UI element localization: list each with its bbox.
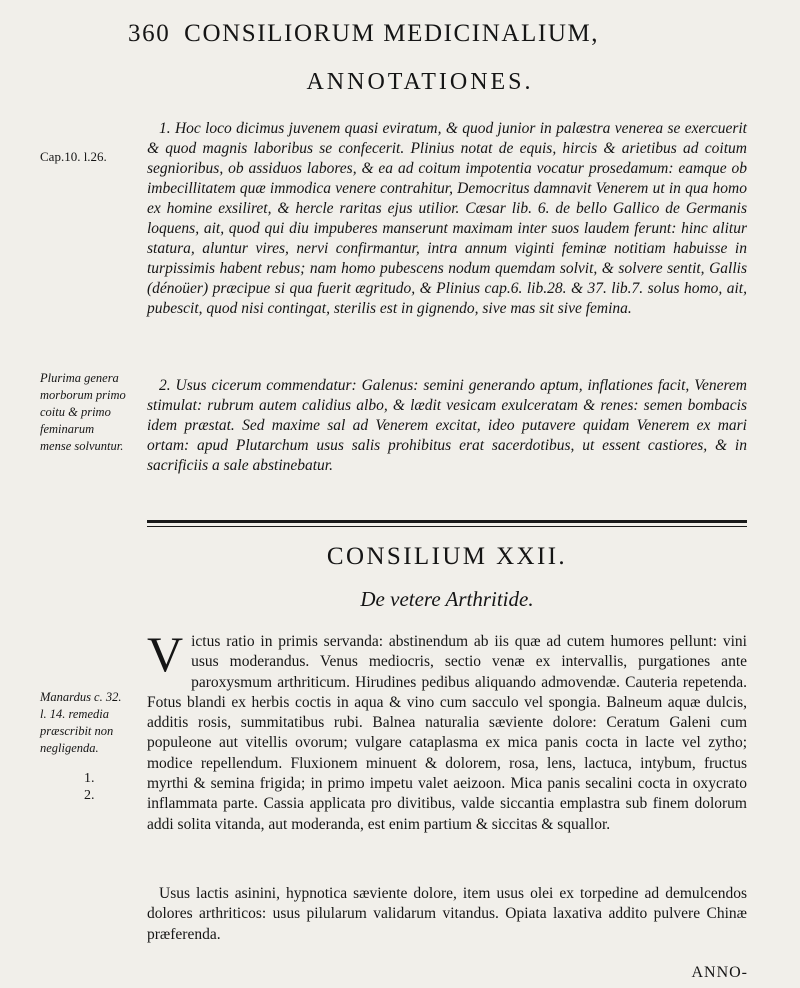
annotation-paragraph-2: 2. Usus cicerum commendatur: Galenus: semini generando aptum, inflationes facit, Venerem stimulat: rubrum autem calidius albo, & lædit vesicam exulceratam & renes: semen bombacis idem præstat. Sed maxime sal ad Venerem excitat, ideo putavere quidam Venerem ex mari ortam: apud Plutarchum usus salis prohibitus erat sacerdotibus, ut essent castiores, & in sacrificiis a sale abstinebatur.	[147, 377, 747, 474]
section-rule-thick	[147, 520, 747, 523]
margin-note-manardus: Manardus c. 32. l. 14. remedia præscribit non negligenda.	[40, 690, 122, 755]
drop-cap: V	[147, 626, 184, 682]
consilium-paragraph-1-text: ictus ratio in primis servanda: abstinendum ab iis quæ ad cutem humores pellunt: vini usus moderandus. Venus mediocris, sectio venæ ex intervallis, purgationes ante paroxysmum arthriticum. Hirudines pedibus aliquando admovendæ. Cauteria repetenda. Fotus blandi ex herbis coctis in aqua & vino cum sacculo vel spongia. Balneum aquæ dulcis, additis rosis, summitatibus rubi. Balnea naturalia sæviente dolore: Ceratum Galeni cum populeone aut vitellis ovorum; vulgare cataplasma ex mica panis cocta in lacte vel zytho; modice repellendum. Fluxionem minuent & dolorem, rosa, lens, lactuca, intybum, fructus myrthi & semina frigida; in primo impetu valet aeizoon. Mica panis secalini cocta in oxycrato inflammata parte. Cassia applicata pro divitibus, valde siccantia emplastra sub finem dolorum addi solita vitanda, aut moderanda, est enim partium & siccitas & squallor.	[147, 633, 747, 833]
margin-note-cap: Cap.10. l.26.	[40, 149, 107, 164]
consilium-paragraph-2: Usus lactis asinini, hypnotica sæviente dolore, item usus olei ex torpedine ad demulcendos dolores arthriticos: usus pilularum validarum vitandus. Opiata laxativa addito pulvere Chinæ præferenda.	[147, 885, 747, 943]
annotation-paragraph-1: 1. Hoc loco dicimus juvenem quasi eviratum, & quod junior in palæstra venerea se exercuerit & quod magnis laboribus se confecerit. Plinius notat de equis, hircis & arietibus ad coitum segnioribus, ob assiduos labores, & ea ad coitum impotentia vocatur prosedamum: eamque ob imbecillitatem quæ immodica venere contrahitur, Democritus damnavit Venerem ut in qua homo ex homine exsiliret, & hercle raritas ejus utilior. Cæsar lib. 6. de bello Gallico de Germanis loquens, ait, quod qui diu impuberes manserunt maximam inter suos laudem ferunt: hinc alitur statura, aluntur vires, nervi confirmantur, intra annum viginti feminæ notitiam habuisse in turpissimis habent rebus; nam homo pubescens nodum quemdam solvit, & solvere sentit, Gallis (dénoüer) præcipue si qua fuerit ægritudo, & Plinius cap.6. lib.28. & 37. lib.7. solus homo, ait, pubescit, quod nisi contingat, sterilis est in gignendo, sive mas sit sive femina.	[147, 120, 747, 317]
consilium-paragraph-1	[147, 626, 747, 877]
running-head	[128, 20, 688, 48]
consilium-title: CONSILIUM XXII.	[326, 543, 568, 570]
running-title: CONSILIORUM MEDICINALIUM,	[184, 20, 600, 47]
section-rule-thin	[147, 526, 747, 527]
margin-number-2: 2.	[84, 788, 95, 803]
consilium-subtitle: De vetere Arthritide.	[360, 587, 534, 611]
margin-number-1: 1.	[84, 771, 95, 786]
margin-note-numbers	[84, 770, 114, 804]
page-number: 360	[128, 20, 171, 47]
annotations-title: ANNOTATIONES.	[306, 69, 534, 95]
margin-note-plurima: Plurima genera morborum primo coitu & primo feminarum mense solvuntur.	[40, 371, 126, 453]
catchword: ANNO-	[691, 964, 748, 981]
